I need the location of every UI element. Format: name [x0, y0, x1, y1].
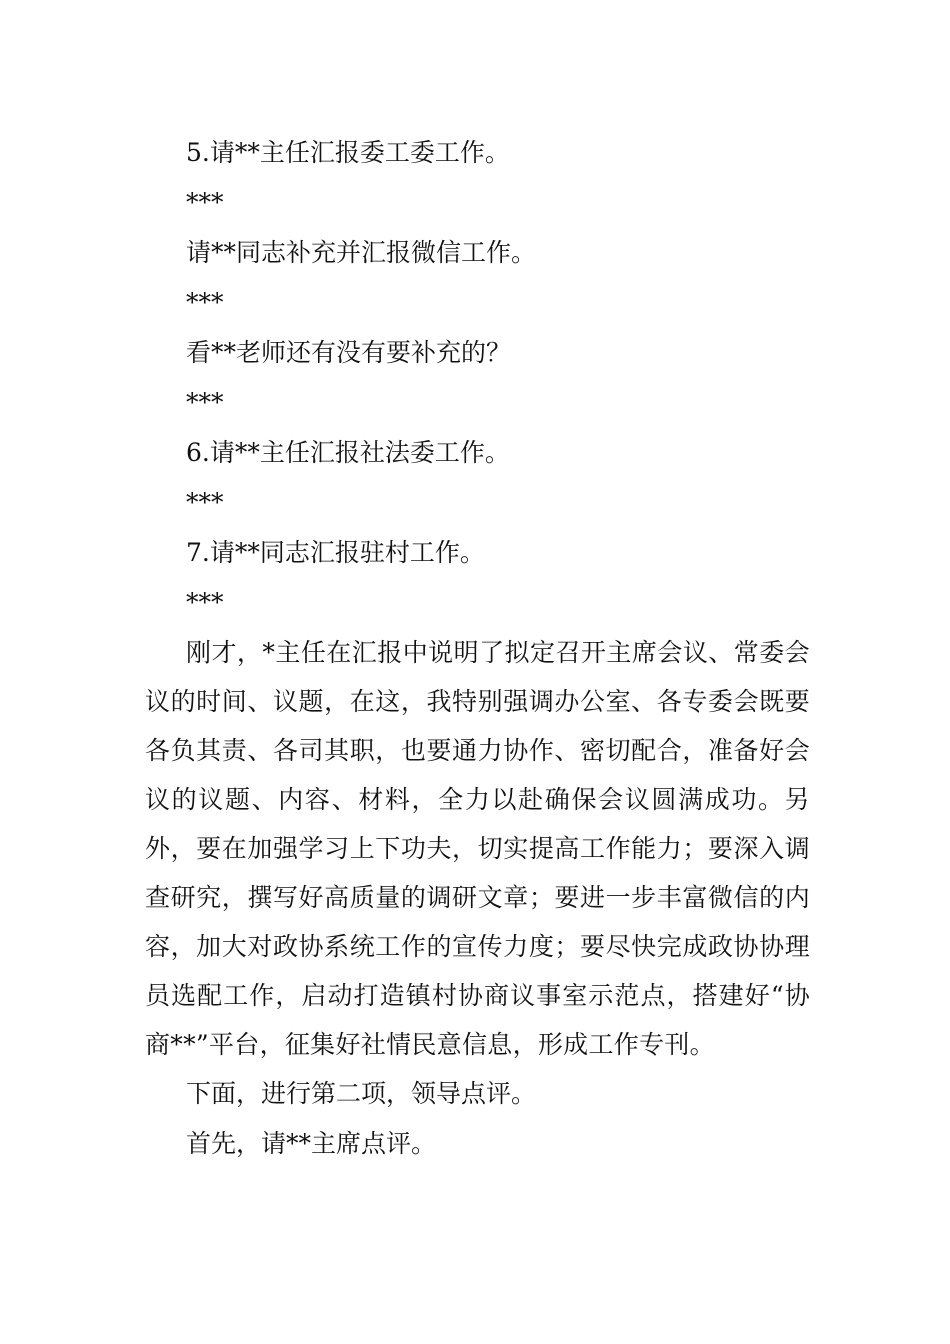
document-body: [145, 128, 810, 1169]
separator-line: ***: [186, 388, 224, 417]
summary-paragraph: 刚才，*主任在汇报中说明了拟定召开主席会议、常委会议的时间、议题，在这，我特别强调办公室、各专委会既要各负其责、各司其职，也要通力协作、密切配合，准备好会议的议题、内容、材料，全力以赴确保会议圆满成功。另外，要在加强学习上下功夫，切实提高工作能力；要深入调查研究，撰写好高质量的调研文章；要进一步丰富微信的内容，加大对政协系统工作的宣传力度；要尽快完成政协协理员选配工作，启动打造镇村协商议事室示范点，搭建好“协商**”平台，征集好社情民意信息，形成工作专刊。: [145, 638, 810, 1059]
agenda-line: 6.请**主任汇报社法委工作。: [186, 438, 510, 467]
agenda-line: 请**同志补充并汇报微信工作。: [186, 238, 537, 267]
separator-line: ***: [186, 288, 224, 317]
separator-line: ***: [186, 588, 224, 617]
separator-line: ***: [186, 488, 224, 517]
agenda-line: 7.请**同志汇报驻村工作。: [186, 538, 485, 567]
agenda-line: 首先，请**主席点评。: [186, 1129, 437, 1158]
agenda-line: 下面，进行第二项，领导点评。: [186, 1079, 537, 1108]
separator-line: ***: [186, 188, 224, 217]
agenda-line: 看**老师还有没有要补充的？: [186, 338, 512, 367]
agenda-line: 5.请**主任汇报委工委工作。: [186, 138, 510, 167]
